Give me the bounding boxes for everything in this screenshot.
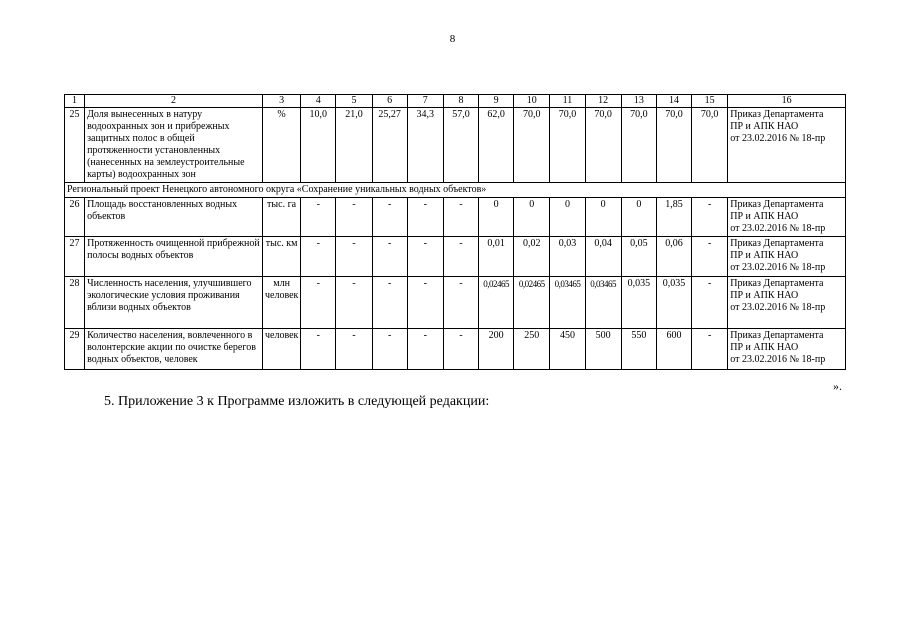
value-cell: 0,06 <box>656 237 691 277</box>
value-cell: 10,0 <box>301 108 336 183</box>
value-cell: - <box>443 329 478 370</box>
value-cell: - <box>336 277 372 329</box>
table-row <box>65 329 846 370</box>
source-line: от 23.02.2016 № 18-пр <box>730 262 826 273</box>
value-cell: - <box>301 237 336 277</box>
header-cell: 10 <box>514 95 550 108</box>
row-number: 25 <box>65 108 85 183</box>
value-cell: 62,0 <box>479 108 514 183</box>
value-cell: - <box>443 277 478 329</box>
table-row <box>65 237 846 277</box>
value-cell: - <box>336 329 372 370</box>
indicators-table <box>64 94 846 370</box>
value-cell: 21,0 <box>336 108 372 183</box>
value-cell: - <box>301 329 336 370</box>
unit-cell: человек <box>263 329 301 370</box>
value-cell: 0 <box>514 198 550 237</box>
value-cell: - <box>443 237 478 277</box>
value-cell: 0 <box>585 198 621 237</box>
value-cell: - <box>336 237 372 277</box>
indicator-name: Количество населения, вовлеченного в волонтерские акции по очистке берегов водных объектов, человек <box>85 329 263 370</box>
header-cell: 3 <box>263 95 301 108</box>
source-line: ПР и АПК НАО <box>730 342 799 353</box>
table-header-row <box>65 95 846 108</box>
source-line: Приказ Департамента <box>730 330 824 341</box>
source-line: ПР и АПК НАО <box>730 211 799 222</box>
source-line: ПР и АПК НАО <box>730 250 799 261</box>
value-cell: 250 <box>514 329 550 370</box>
header-cell: 13 <box>621 95 656 108</box>
value-cell: 70,0 <box>656 108 691 183</box>
row-number: 28 <box>65 277 85 329</box>
table-row <box>65 277 846 329</box>
header-cell: 11 <box>550 95 585 108</box>
source-cell <box>728 108 846 183</box>
closing-quote-mark: ». <box>833 379 842 393</box>
value-cell: 450 <box>550 329 585 370</box>
value-cell: - <box>443 198 478 237</box>
value-cell: - <box>372 329 407 370</box>
amendment-paragraph: 5. Приложение 3 к Программе изложить в следующей редакции: <box>104 394 490 409</box>
value-cell: 0,035 <box>621 277 656 329</box>
value-cell: 0 <box>621 198 656 237</box>
value-cell: 0,01 <box>479 237 514 277</box>
source-line: Приказ Департамента <box>730 109 824 120</box>
indicator-name: Протяженность очищенной прибрежной полосы водных объектов <box>85 237 263 277</box>
value-cell: 0,03 <box>550 237 585 277</box>
value-cell: 0,04 <box>585 237 621 277</box>
value-cell: - <box>692 237 728 277</box>
value-cell: 500 <box>585 329 621 370</box>
value-cell: 70,0 <box>585 108 621 183</box>
source-cell <box>728 277 846 329</box>
value-cell: 600 <box>656 329 691 370</box>
value-cell: - <box>372 198 407 237</box>
value-cell: - <box>407 277 443 329</box>
value-cell: 0 <box>550 198 585 237</box>
value-cell: 57,0 <box>443 108 478 183</box>
value-cell: 0,02 <box>514 237 550 277</box>
source-line: Приказ Департамента <box>730 238 824 249</box>
indicator-name: Площадь восстановленных водных объектов <box>85 198 263 237</box>
value-cell: - <box>301 198 336 237</box>
value-cell: 70,0 <box>692 108 728 183</box>
value-cell: 550 <box>621 329 656 370</box>
header-cell: 15 <box>692 95 728 108</box>
unit-cell: тыс. га <box>263 198 301 237</box>
value-cell: 0,05 <box>621 237 656 277</box>
header-cell: 12 <box>585 95 621 108</box>
header-cell: 8 <box>443 95 478 108</box>
source-line: ПР и АПК НАО <box>730 121 799 132</box>
unit-cell: тыс. км <box>263 237 301 277</box>
value-cell: 0 <box>479 198 514 237</box>
header-cell: 16 <box>728 95 846 108</box>
value-cell: - <box>336 198 372 237</box>
source-line: Приказ Департамента <box>730 278 824 289</box>
row-number: 26 <box>65 198 85 237</box>
source-cell <box>728 237 846 277</box>
table-row <box>65 108 846 183</box>
header-cell: 14 <box>656 95 691 108</box>
source-line: ПР и АПК НАО <box>730 290 799 301</box>
value-cell: - <box>301 277 336 329</box>
source-line: от 23.02.2016 № 18-пр <box>730 133 826 144</box>
value-cell: - <box>372 237 407 277</box>
table-row <box>65 198 846 237</box>
value-cell: - <box>692 198 728 237</box>
unit-cell: % <box>263 108 301 183</box>
source-cell <box>728 198 846 237</box>
value-cell: - <box>692 329 728 370</box>
value-cell: - <box>692 277 728 329</box>
value-cell: 70,0 <box>514 108 550 183</box>
indicator-name: Численность населения, улучшившего экологические условия проживания вблизи водных объектов <box>85 277 263 329</box>
value-cell: 0,02465 <box>479 277 514 329</box>
value-cell: - <box>372 277 407 329</box>
header-cell: 1 <box>65 95 85 108</box>
row-number: 29 <box>65 329 85 370</box>
unit-cell: млн человек <box>263 277 301 329</box>
header-cell: 6 <box>372 95 407 108</box>
source-cell <box>728 329 846 370</box>
source-line: Приказ Департамента <box>730 199 824 210</box>
source-line: от 23.02.2016 № 18-пр <box>730 302 826 313</box>
header-cell: 5 <box>336 95 372 108</box>
value-cell: 34,3 <box>407 108 443 183</box>
row-number: 27 <box>65 237 85 277</box>
value-cell: 1,85 <box>656 198 691 237</box>
header-cell: 2 <box>85 95 263 108</box>
value-cell: 0,03465 <box>585 277 621 329</box>
header-cell: 7 <box>407 95 443 108</box>
value-cell: - <box>407 329 443 370</box>
header-cell: 4 <box>301 95 336 108</box>
value-cell: 0,03465 <box>550 277 585 329</box>
value-cell: 70,0 <box>621 108 656 183</box>
value-cell: 0,035 <box>656 277 691 329</box>
indicator-name: Доля вынесенных в натуру водоохранных зон и прибрежных защитных полос в общей протяженности установленных (нанесенных на землеустроительные карты) водоохранных зон <box>85 108 263 183</box>
value-cell: - <box>407 237 443 277</box>
source-line: от 23.02.2016 № 18-пр <box>730 223 826 234</box>
value-cell: - <box>407 198 443 237</box>
value-cell: 0,02465 <box>514 277 550 329</box>
header-cell: 9 <box>479 95 514 108</box>
value-cell: 200 <box>479 329 514 370</box>
source-line: от 23.02.2016 № 18-пр <box>730 354 826 365</box>
section-heading: Региональный проект Ненецкого автономного округа «Сохранение уникальных водных объектов» <box>65 183 846 198</box>
page-number: 8 <box>449 33 456 45</box>
section-row <box>65 183 846 198</box>
value-cell: 70,0 <box>550 108 585 183</box>
value-cell: 25,27 <box>372 108 407 183</box>
